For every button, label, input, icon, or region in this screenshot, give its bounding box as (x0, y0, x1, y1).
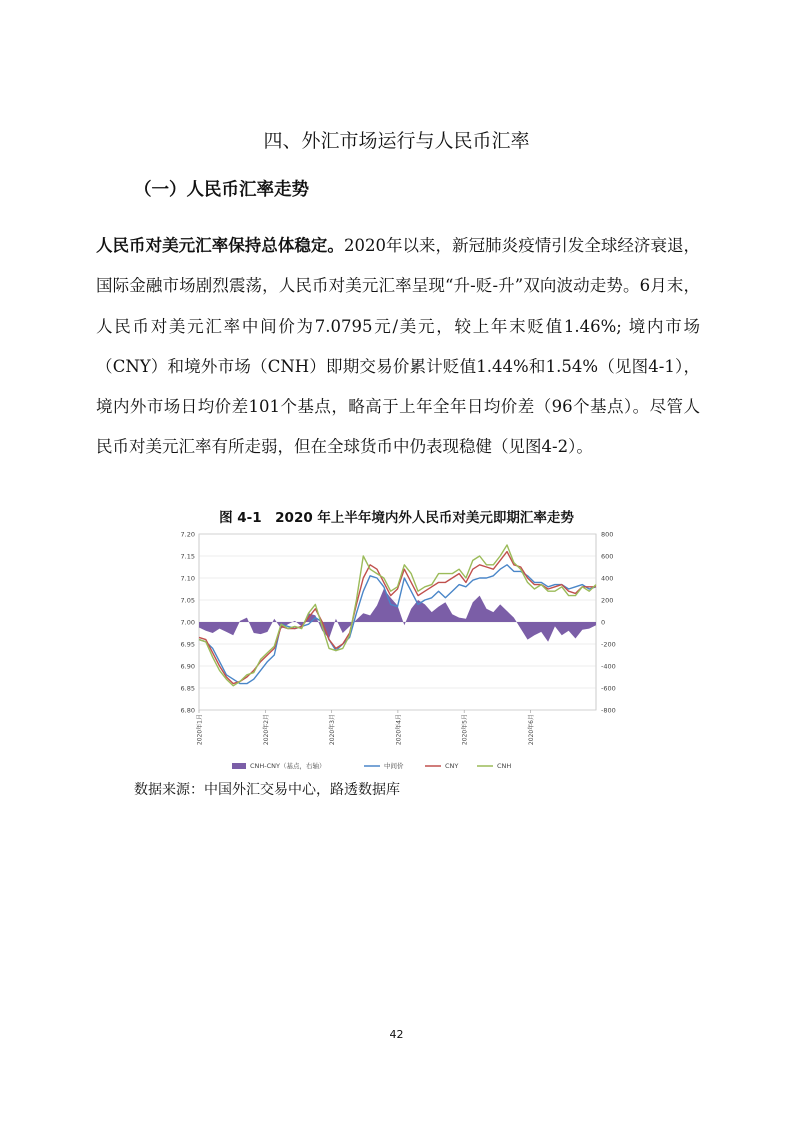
x-axis-tick-label: 2020年1月 (196, 714, 204, 746)
subsection-title: （一）人民币汇率走势 (134, 180, 309, 200)
legend-label: 中间价 (384, 762, 404, 770)
left-axis-tick-label: 7.15 (180, 552, 195, 561)
x-axis-tick-label: 2020年2月 (262, 714, 270, 746)
left-axis-tick-label: 7.05 (180, 596, 195, 605)
right-axis-tick-label: 200 (601, 596, 614, 605)
source-note: 数据来源：中国外汇交易中心，路透数据库 (134, 782, 400, 798)
x-axis-tick-label: 2020年5月 (461, 714, 469, 746)
body-paragraph (96, 226, 700, 468)
x-axis-tick-label: 2020年3月 (329, 714, 337, 746)
left-axis-tick-label: 6.85 (180, 684, 195, 693)
right-axis-tick-label: 0 (601, 618, 606, 627)
right-axis-tick-label: -400 (601, 662, 616, 671)
figure-title: 图 4-1 2020 年上半年境内外人民币对美元即期汇率走势 (219, 510, 574, 526)
left-axis-tick-label: 6.80 (180, 706, 195, 715)
right-axis-tick-label: 800 (601, 530, 614, 539)
legend-label: CNH-CNY（基点，右轴） (250, 762, 326, 770)
legend-swatch-spread (232, 763, 246, 769)
left-axis-tick-label: 7.10 (180, 574, 195, 583)
series-area-cnh-cny-spread (199, 589, 596, 642)
right-axis-tick-label: -200 (601, 640, 616, 649)
paragraph-body: 2020年以来，新冠肺炎疫情引发全球经济衰退，国际金融市场剧烈震荡，人民币对美元汇率呈现“升-贬-升”双向波动走势。6月末，人民币对美元汇率中间价为7.0795元/美元，较上年末贬值1.46%; 境内市场（CNY）和境外市场（CNH）即期交易价累计贬值1.44%和1.54%（见图4-1），境内外市场日均价差101个基点，略高于上年全年日均价差（96个基点）。尽管人民币对美元汇率有所走弱，但在全球货币中仍表现稳健（见图4-2）。 (96, 236, 701, 457)
left-axis-tick-label: 7.00 (180, 618, 195, 627)
section-title: 四、外汇市场运行与人民币汇率 (263, 130, 530, 152)
left-axis-tick-label: 7.20 (180, 530, 195, 539)
legend-label: CNY (445, 762, 459, 770)
right-axis-tick-label: -800 (601, 706, 616, 715)
right-axis-tick-label: 400 (601, 574, 614, 583)
x-axis-tick-label: 2020年4月 (395, 714, 403, 746)
paragraph-lead: 人民币对美元汇率保持总体稳定。 (96, 236, 344, 255)
right-axis-tick-label: -600 (601, 684, 616, 693)
left-axis-tick-label: 6.90 (180, 662, 195, 671)
page-number: 42 (389, 1028, 404, 1041)
x-axis-tick-label: 2020年6月 (527, 714, 535, 746)
legend-label: CNH (497, 762, 512, 770)
exchange-rate-chart (170, 526, 630, 776)
right-axis-tick-label: 600 (601, 552, 614, 561)
left-axis-tick-label: 6.95 (180, 640, 195, 649)
